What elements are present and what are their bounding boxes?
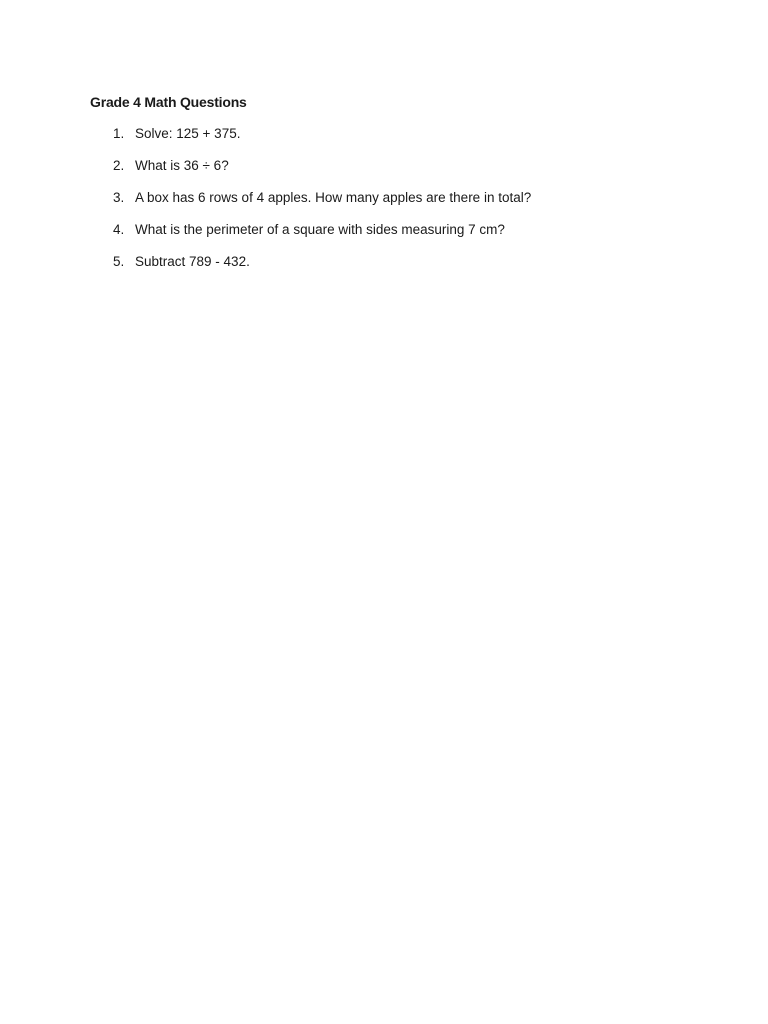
question-number: 2.: [113, 158, 125, 173]
document-title: Grade 4 Math Questions: [90, 94, 247, 110]
question-number: 1.: [113, 126, 125, 141]
question-number: 3.: [113, 190, 125, 205]
question-number: 5.: [113, 254, 125, 269]
question-text: Solve: 125 + 375.: [135, 126, 241, 141]
question-number: 4.: [113, 222, 125, 237]
question-text: What is 36 ÷ 6?: [135, 158, 229, 173]
question-text: What is the perimeter of a square with sides measuring 7 cm?: [135, 222, 505, 237]
question-text: A box has 6 rows of 4 apples. How many apples are there in total?: [135, 190, 532, 205]
question-text: Subtract 789 - 432.: [135, 254, 250, 269]
